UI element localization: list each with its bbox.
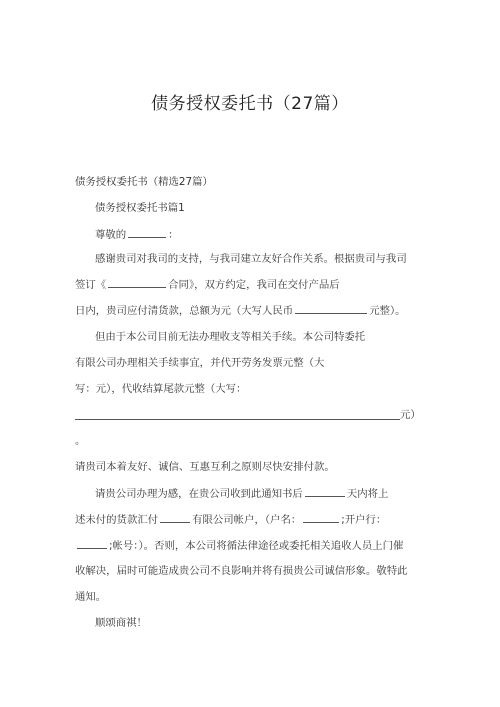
amount-blank — [295, 303, 367, 314]
page-title: 债务授权委托书（27篇） — [151, 94, 349, 114]
paragraph-line: 感谢贵司对我司的支持，与我司建立友好合作关系。根据贵司与我司 — [95, 253, 407, 265]
subtitle: 债务授权委托书（精选27篇） — [75, 176, 213, 188]
salutation — [95, 227, 179, 242]
text-segment: 有限公司帐户，（户名： — [192, 514, 302, 526]
paragraph-line: 有限公司办理相关手续事宜，并代开劳务发票元整（大 — [75, 357, 325, 369]
text-segment: 述未付的货款汇付 — [75, 514, 159, 526]
closing: 顺颂商祺！ — [95, 617, 147, 629]
days-blank — [305, 486, 345, 497]
paragraph-line — [75, 303, 406, 318]
text-segment: 签订《 — [75, 279, 107, 291]
salutation-colon: ： — [168, 229, 179, 241]
text-segment: 合同》，双方约定，我司在交付产品后 — [168, 279, 340, 291]
section-heading: 债务授权委托书篇1 — [95, 202, 185, 214]
paragraph-line: 通知。 — [75, 591, 107, 603]
paragraph-line: 写：元），代收结算尾款元整（大写： — [75, 383, 247, 395]
text-segment: 天内将上 — [346, 488, 389, 500]
paragraph-line — [75, 277, 340, 292]
text-segment: 元） — [400, 409, 421, 421]
paragraph-line: 请贵司本着友好、诚信、互惠互利之原则尽快安排付款。 — [75, 461, 335, 473]
text-segment: 请贵公司办理为感，在贵公司收到此通知书后 — [95, 488, 303, 500]
paragraph-line — [95, 486, 388, 501]
paragraph-line — [75, 538, 403, 553]
bank-blank — [77, 538, 107, 549]
paragraph-line: 但由于本公司目前无法办理收支等相关手续。本公司特委托 — [95, 331, 366, 343]
text-segment: 元整）。 — [369, 305, 406, 317]
text-segment: 日内，贵司应付清货款，总额为元（大写人民币 — [75, 305, 294, 317]
contract-blank — [108, 277, 166, 288]
text-segment: 。 — [75, 435, 86, 447]
text-segment: ;开户行： — [341, 514, 387, 526]
paragraph-line: 收解决，届时可能造成贵公司不良影响并将有损贵公司诚信形象。敬特此 — [75, 565, 408, 577]
account-name-blank — [303, 512, 339, 523]
recipient-blank — [128, 227, 166, 238]
text-segment: ;帐号：）。否则，本公司将循法律途径或委托相关追收人员上门催 — [109, 540, 404, 552]
salutation-text: 尊敬的 — [95, 229, 127, 241]
company-blank — [160, 512, 190, 523]
long-blank-line — [75, 419, 400, 420]
paragraph-line — [75, 512, 386, 527]
